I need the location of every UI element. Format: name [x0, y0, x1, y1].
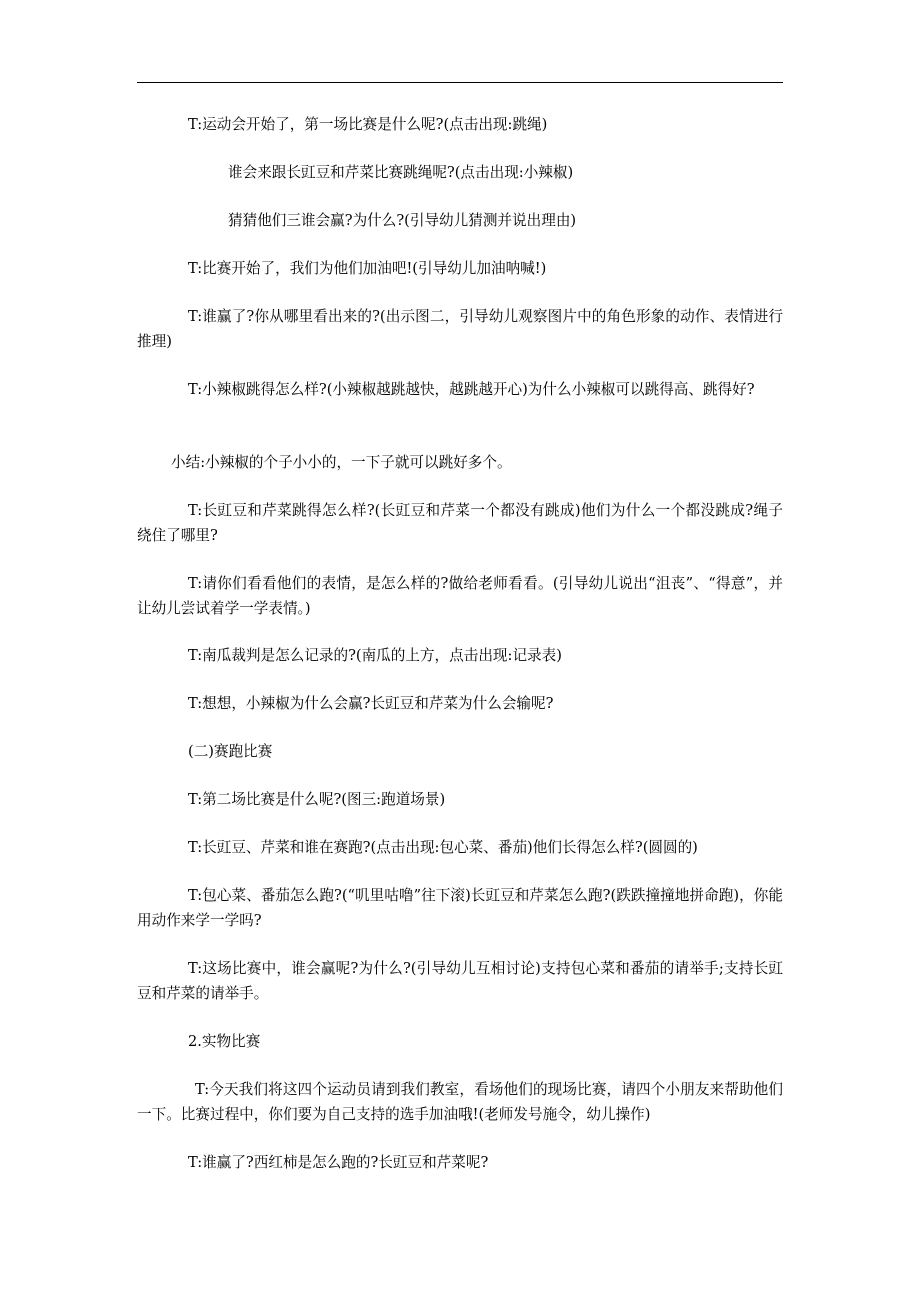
section-heading-physical: 2.实物比赛 — [188, 1033, 261, 1050]
paragraph-14: T:包心菜、番茄怎么跑?(“叽里咕噜”往下滚)长豇豆和芹菜怎么跑?(跌跌撞撞地拼命跑)，你能用动作来学一学吗? — [137, 887, 783, 929]
paragraph-10: T:南瓜裁判是怎么记录的?(南瓜的上方，点击出现:记录表) — [188, 647, 562, 664]
paragraph-16: T:今天我们将这四个运动员请到我们教室，看场他们的现场比赛，请四个小朋友来帮助他们一下。比赛过程中，你们要为自己支持的选手加油哦!(老师发号施令，幼儿操作) — [137, 1081, 783, 1123]
paragraph-5: T:谁赢了?你从哪里看出来的?(出示图二，引导幼儿观察图片中的角色形象的动作、表情进行推理) — [137, 308, 783, 350]
paragraph-15: T:这场比赛中，谁会赢呢?为什么?(引导幼儿互相讨论)支持包心菜和番茄的请举手;支持长豇豆和芹菜的请举手。 — [137, 960, 783, 1002]
paragraph-7: 小结:小辣椒的个子小小的，一下子就可以跳好多个。 — [171, 454, 512, 471]
paragraph-4: T:比赛开始了，我们为他们加油吧!(引导幼儿加油呐喊!) — [188, 260, 547, 277]
paragraph-6: T:小辣椒跳得怎么样?(小辣椒越跳越快，越跳越开心)为什么小辣椒可以跳得高、跳得好? — [188, 381, 755, 398]
paragraph-12: T:第二场比赛是什么呢?(图三:跑道场景) — [188, 791, 446, 808]
paragraph-8: T:长豇豆和芹菜跳得怎么样?(长豇豆和芹菜一个都没有跳成)他们为什么一个都没跳成?绳子绕住了哪里? — [137, 502, 783, 544]
header-rule — [137, 82, 783, 83]
section-heading-2: (二)赛跑比赛 — [188, 743, 273, 760]
paragraph-9: T:请你们看看他们的表情，是怎么样的?做给老师看看。(引导幼儿说出“沮丧”、“得意”，并让幼儿尝试着学一学表情。) — [137, 575, 783, 617]
paragraph-3: 猜猜他们三谁会赢?为什么?(引导幼儿猜测并说出理由) — [228, 212, 577, 229]
paragraph-1: T:运动会开始了，第一场比赛是什么呢?(点击出现:跳绳) — [188, 116, 548, 133]
paragraph-2: 谁会来跟长豇豆和芹菜比赛跳绳呢?(点击出现:小辣椒) — [228, 164, 574, 181]
paragraph-13: T:长豇豆、芹菜和谁在赛跑?(点击出现:包心菜、番茄)他们长得怎么样?(圆圆的) — [188, 839, 698, 856]
paragraph-11: T:想想，小辣椒为什么会赢?长豇豆和芹菜为什么会输呢? — [188, 695, 554, 712]
paragraph-17: T:谁赢了?西红柿是怎么跑的?长豇豆和芹菜呢? — [188, 1154, 489, 1171]
